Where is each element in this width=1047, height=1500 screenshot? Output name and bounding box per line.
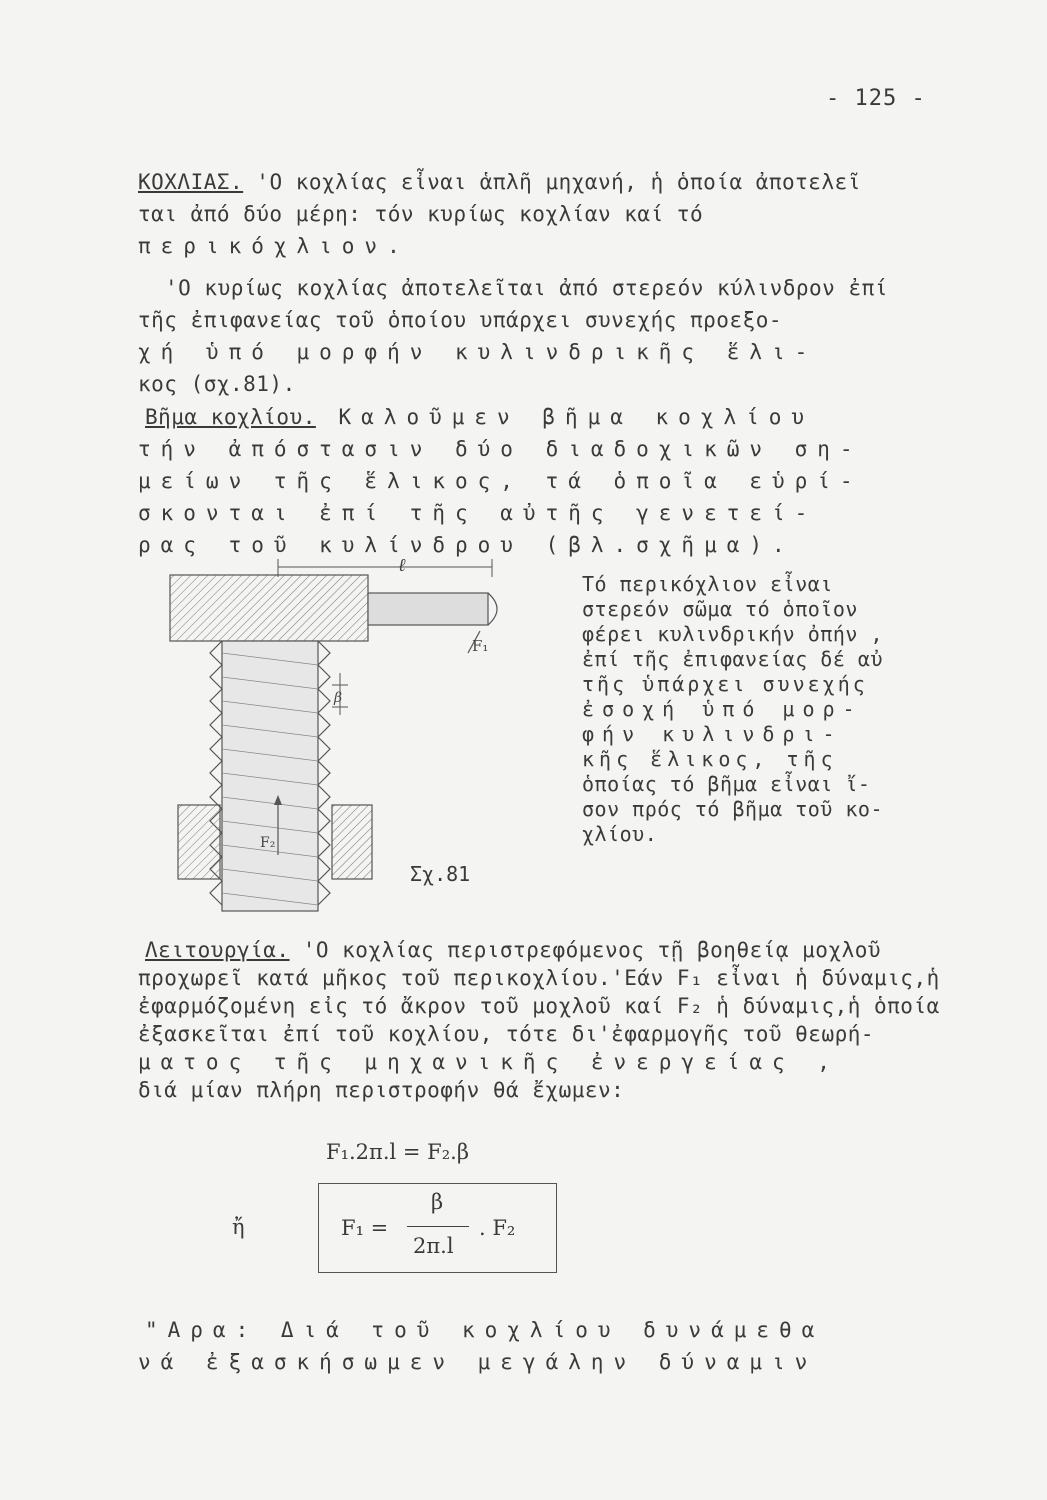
paragraph-vima-line2: τήν ἀπόστασιν δύο διαδοχικῶν ση- bbox=[138, 437, 863, 461]
equation-2-box bbox=[318, 1183, 557, 1273]
paragraph-kyrios-line2: τῆς ἐπιφανείας τοῦ ὁποίου υπάρχει συνεχής προεξο- bbox=[138, 308, 783, 332]
paragraph-leitourgia-line2: προχωρεῖ κατά μῆκος τοῦ περικοχλίου.'Εάν F₁ εἶναι ἡ δύναμις,ἡ bbox=[138, 966, 940, 990]
figure-caption: Σχ.81 bbox=[410, 862, 471, 886]
side-text-line8: κῆς ἕλικος, τῆς bbox=[582, 747, 838, 771]
conclusion-line2: νά ἐξασκήσωμεν μεγάλην δύναμιν bbox=[138, 1350, 818, 1374]
side-text-line4: ἐπί τῆς ἐπιφανείας δέ αὐ bbox=[582, 647, 883, 671]
paragraph-kochlias-line1 bbox=[138, 170, 861, 194]
paragraph-leitourgia-line5: ματος τῆς μηχανικῆς ἐνεργείας , bbox=[138, 1050, 840, 1074]
side-text-line5: τῆς ὑπάρχει συνεχής bbox=[582, 672, 868, 696]
paragraph-kyrios-line3: χή ὑπό μορφήν κυλινδρικῆς ἕλι- bbox=[138, 340, 818, 364]
side-text-line9: ὁποίας τό βῆμα εἶναι ἴ- bbox=[582, 772, 871, 796]
paragraph-leitourgia-line1 bbox=[145, 938, 881, 962]
screw-head bbox=[170, 575, 368, 641]
lever-rod bbox=[368, 593, 488, 625]
paragraph-vima-line4: σκονται ἐπί τῆς αὐτῆς γενετεί- bbox=[138, 501, 818, 525]
equation-2-denominator: 2π.l bbox=[413, 1234, 454, 1258]
paragraph-vima-text: Καλοῦμεν βῆμα κοχλίου bbox=[315, 405, 815, 429]
paragraph-vima-line3: μείων τῆς ἕλικος, τά ὁποῖα εὑρί- bbox=[138, 469, 863, 493]
page-number: - 125 - bbox=[826, 86, 926, 111]
paragraph-kochlias-line2: ται ἀπό δύο μέρη: τόν κυρίως κοχλίαν καί τό bbox=[138, 202, 704, 226]
equation-2-lhs: F₁ = bbox=[341, 1216, 389, 1240]
equation-or: ἤ bbox=[232, 1215, 245, 1239]
paragraph-leitourgia-line3: ἐφαρμόζομένη εἰς τό ἄκρον τοῦ μοχλοῦ καί F₂ ἡ δύναμις,ἡ ὁποία bbox=[138, 994, 940, 1018]
paragraph-leitourgia-line6: διά μίαν πλήρη περιστροφήν θά ἔχωμεν: bbox=[138, 1078, 625, 1102]
paragraph-leitourgia-text: 'Ο κοχλίας περιστρεφόμενος τῇ βοηθείᾳ μοχλοῦ bbox=[289, 938, 882, 962]
paragraph-kyrios-line4: κος (σχ.81). bbox=[138, 372, 296, 396]
side-text-line1: Τό περικόχλιον εἶναι bbox=[582, 572, 833, 596]
paragraph-vima-line5: ρας τοῦ κυλίνδρου (βλ.σχῆμα). bbox=[138, 533, 795, 557]
paragraph-kochlias-line3: περικόχλιον. bbox=[138, 234, 410, 258]
side-text-line7: φήν κυλινδρι- bbox=[582, 722, 843, 746]
heading-vima: Βῆμα κοχλίου. bbox=[145, 405, 316, 429]
side-text-line6: ἐσοχή ὑπό μορ- bbox=[582, 697, 863, 721]
paragraph-kyrios-line1: 'Ο κυρίως κοχλίας ἀποτελεῖται ἀπό στερεόν κύλινδρον ἐπί bbox=[165, 276, 888, 300]
side-text-line2: στερεόν σῶμα τό ὁποῖον bbox=[582, 597, 858, 621]
paragraph-vima-line1 bbox=[145, 405, 814, 429]
nut-left bbox=[178, 805, 220, 879]
label-f2: F₂ bbox=[260, 835, 276, 851]
fraction-bar bbox=[407, 1226, 469, 1227]
lever-tip bbox=[488, 593, 497, 625]
label-f1: F₁ bbox=[472, 637, 489, 655]
equation-2-numerator: β bbox=[431, 1190, 444, 1214]
paragraph-kochlias-text: 'Ο κοχλίας εἶναι ἁπλῆ μηχανή, ἡ ὁποία ἀποτελεῖ bbox=[243, 170, 861, 194]
heading-kochlias: ΚΟΧΛΙΑΣ. bbox=[138, 170, 244, 194]
side-text-line10: σον πρός τό βῆμα τοῦ κο- bbox=[582, 797, 883, 821]
paragraph-leitourgia-line4: ἐξασκεῖται ἐπί τοῦ κοχλίου, τότε δι'ἐφαρμογῆς τοῦ θεωρή- bbox=[138, 1022, 875, 1046]
heading-leitourgia: Λειτουργία. bbox=[145, 938, 290, 962]
screw-diagram bbox=[160, 555, 580, 920]
conclusion-line1: "Αρα: Διά τοῦ κοχλίου δυνάμεθα bbox=[145, 1318, 825, 1342]
equation-2-rhs: . F₂ bbox=[479, 1216, 516, 1240]
equation-1: F₁.2π.l = F₂.β bbox=[326, 1140, 469, 1164]
nut-right bbox=[332, 805, 372, 879]
label-l: ℓ bbox=[398, 555, 406, 576]
screw-figure bbox=[160, 555, 580, 920]
label-beta: β bbox=[334, 690, 343, 706]
screw-thread bbox=[210, 641, 330, 911]
side-text-line11: χλίου. bbox=[582, 822, 658, 846]
side-text-line3: φέρει κυλινδρικήν ὀπήν , bbox=[582, 622, 883, 646]
